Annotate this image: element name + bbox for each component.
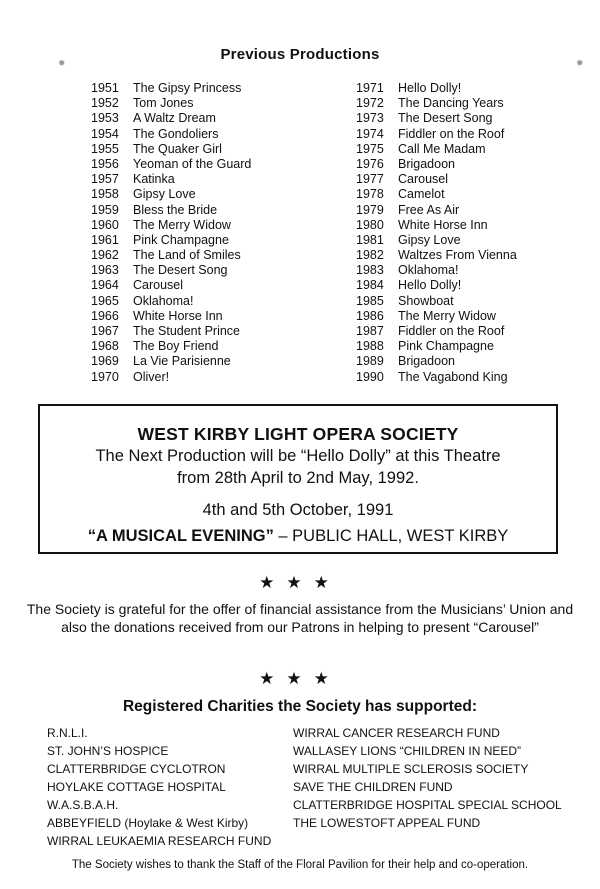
productions-list-right: [356, 81, 517, 385]
thanks-statement: The Society wishes to thank the Staff of the Floral Pavilion for their help and co-operation.: [71, 859, 529, 871]
charity-item: WIRRAL MULTIPLE SCLEROSIS SOCIETY: [293, 762, 529, 776]
production-year: 1964: [91, 278, 119, 293]
production-row: [91, 142, 251, 157]
production-year: 1961: [91, 232, 119, 247]
production-year: 1979: [356, 202, 384, 217]
production-name: Hello Dolly!: [398, 81, 462, 95]
production-name: Showboat: [398, 293, 454, 308]
production-year: 1955: [91, 141, 119, 156]
production-year: 1970: [91, 369, 119, 384]
production-name: Oklahoma!: [133, 293, 194, 308]
production-name: Fiddler on the Roof: [398, 324, 505, 338]
charity-item: ABBEYFIELD (Hoylake & West Kirby): [47, 816, 249, 830]
production-year: 1951: [91, 81, 119, 95]
production-row: [356, 81, 517, 96]
production-year: 1990: [356, 369, 384, 384]
next-production-dates: from 28th April to 2nd May, 1992.: [177, 469, 419, 487]
production-name: The Merry Widow: [398, 308, 496, 323]
production-row: [91, 248, 251, 263]
production-name: Gipsy Love: [133, 187, 196, 202]
production-name: Tom Jones: [133, 96, 194, 111]
production-row: [356, 309, 517, 324]
next-production-notice: [38, 404, 558, 554]
production-year: 1978: [356, 187, 384, 202]
production-name: White Horse Inn: [133, 308, 223, 323]
charity-item: CLATTERBRIDGE CYCLOTRON: [47, 762, 226, 776]
production-year: 1976: [356, 156, 384, 171]
production-name: Camelot: [398, 187, 445, 202]
production-row: [356, 248, 517, 263]
charity-item: SAVE THE CHILDREN FUND: [293, 780, 453, 794]
society-name: WEST KIRBY LIGHT OPERA SOCIETY: [137, 424, 459, 444]
production-row: [356, 233, 517, 248]
production-name: A Waltz Dream: [133, 111, 216, 126]
musical-evening-venue: – PUBLIC HALL, WEST KIRBY: [273, 527, 509, 545]
production-name: The Boy Friend: [133, 339, 219, 354]
production-row: [91, 96, 251, 111]
charity-item: HOYLAKE COTTAGE HOSPITAL: [47, 780, 226, 794]
production-row: [356, 339, 517, 354]
production-row: [356, 354, 517, 369]
production-name: The Quaker Girl: [133, 141, 222, 156]
production-row: [91, 187, 251, 202]
production-row: [91, 172, 251, 187]
production-row: [356, 278, 517, 293]
production-year: 1988: [356, 339, 384, 354]
production-row: [356, 127, 517, 142]
production-name: Pink Champagne: [398, 339, 494, 354]
production-year: 1963: [91, 263, 119, 278]
production-row: [356, 294, 517, 309]
star-divider-bottom: ★★★: [259, 669, 341, 688]
production-row: [91, 218, 251, 233]
production-row: [356, 172, 517, 187]
production-year: 1954: [91, 126, 119, 141]
grateful-statement: The Society is grateful for the offer of financial assistance from the Musicians’ Union and also the donations received from our Patrons in helping to present “Carousel”: [26, 601, 574, 635]
production-year: 1984: [356, 278, 384, 293]
production-year: 1983: [356, 263, 384, 278]
production-name: Bless the Bride: [133, 202, 218, 217]
registration-mark-right: ✹: [576, 58, 584, 68]
production-name: Pink Champagne: [133, 232, 229, 247]
production-name: Oklahoma!: [398, 263, 459, 278]
production-name: The Dancing Years: [398, 96, 504, 111]
production-year: 1989: [356, 354, 384, 369]
production-row: [91, 81, 251, 96]
production-year: 1965: [91, 293, 119, 308]
charities-list-left: [47, 724, 271, 850]
charity-item: THE LOWESTOFT APPEAL FUND: [293, 816, 481, 830]
production-row: [356, 96, 517, 111]
production-year: 1982: [356, 248, 384, 263]
production-row: [356, 324, 517, 339]
production-name: La Vie Parisienne: [133, 354, 231, 369]
registration-mark-left: ✹: [58, 58, 66, 68]
production-year: 1956: [91, 156, 119, 171]
production-row: [356, 142, 517, 157]
production-year: 1962: [91, 248, 119, 263]
charity-item: WALLASEY LIONS “CHILDREN IN NEED”: [293, 744, 522, 758]
production-row: [91, 127, 251, 142]
production-year: 1953: [91, 111, 119, 126]
production-row: [91, 370, 251, 385]
charity-item: WIRRAL LEUKAEMIA RESEARCH FUND: [47, 834, 272, 848]
production-row: [356, 157, 517, 172]
production-year: 1985: [356, 293, 384, 308]
charities-title: Registered Charities the Society has supported:: [122, 698, 477, 715]
production-name: Free As Air: [398, 202, 460, 217]
production-year: 1968: [91, 339, 119, 354]
production-name: Yeoman of the Guard: [133, 156, 252, 171]
production-name: The Merry Widow: [133, 217, 231, 232]
production-row: [91, 203, 251, 218]
production-name: Carousel: [133, 278, 184, 293]
charity-item: WIRRAL CANCER RESEARCH FUND: [293, 726, 500, 740]
production-row: [356, 187, 517, 202]
production-year: 1986: [356, 308, 384, 323]
production-year: 1958: [91, 187, 119, 202]
production-row: [91, 263, 251, 278]
production-row: [91, 324, 251, 339]
production-name: Hello Dolly!: [398, 278, 462, 293]
production-name: The Student Prince: [133, 324, 241, 338]
production-row: [91, 111, 251, 126]
production-year: 1967: [91, 324, 119, 338]
production-row: [91, 309, 251, 324]
charity-item: ST. JOHN’S HOSPICE: [47, 744, 169, 758]
production-year: 1957: [91, 172, 119, 187]
production-name: Call Me Madam: [398, 141, 486, 156]
production-year: 1981: [356, 232, 384, 247]
production-year: 1960: [91, 217, 119, 232]
next-production-line: The Next Production will be “Hello Dolly” at this Theatre: [95, 447, 501, 465]
production-row: [91, 339, 251, 354]
production-name: Waltzes From Vienna: [398, 248, 517, 263]
musical-evening-title: “A MUSICAL EVENING”: [87, 527, 274, 545]
production-year: 1969: [91, 354, 119, 369]
production-name: Gipsy Love: [398, 232, 461, 247]
charities-list-right: [293, 724, 562, 832]
production-row: [91, 278, 251, 293]
production-year: 1974: [356, 126, 384, 141]
production-year: 1973: [356, 111, 384, 126]
production-year: 1966: [91, 308, 119, 323]
production-name: Fiddler on the Roof: [398, 126, 505, 141]
production-row: [356, 263, 517, 278]
charity-item: CLATTERBRIDGE HOSPITAL SPECIAL SCHOOL: [293, 798, 562, 812]
production-row: [91, 354, 251, 369]
production-year: 1987: [356, 324, 384, 338]
production-row: [91, 233, 251, 248]
production-year: 1975: [356, 141, 384, 156]
production-name: The Gipsy Princess: [133, 81, 242, 95]
production-row: [356, 203, 517, 218]
production-name: The Land of Smiles: [133, 248, 241, 263]
production-row: [356, 111, 517, 126]
charity-item: W.A.S.B.A.H.: [47, 798, 119, 812]
production-name: The Gondoliers: [133, 126, 219, 141]
productions-list-left: [91, 81, 251, 385]
production-year: 1980: [356, 217, 384, 232]
production-year: 1977: [356, 172, 384, 187]
previous-productions-title: Previous Productions: [220, 46, 380, 63]
production-name: Brigadoon: [398, 354, 455, 369]
production-name: Carousel: [398, 172, 449, 187]
musical-evening-line: [40, 525, 556, 547]
production-row: [356, 370, 517, 385]
production-row: [356, 218, 517, 233]
production-year: 1971: [356, 81, 384, 95]
production-name: Katinka: [133, 172, 175, 187]
charity-item: R.N.L.I.: [47, 726, 88, 740]
production-name: Oliver!: [133, 369, 170, 384]
production-name: Brigadoon: [398, 156, 455, 171]
musical-evening-date: 4th and 5th October, 1991: [202, 501, 394, 519]
production-name: The Vagabond King: [398, 369, 508, 384]
production-name: White Horse Inn: [398, 217, 488, 232]
production-year: 1952: [91, 96, 119, 111]
production-row: [91, 294, 251, 309]
production-row: [91, 157, 251, 172]
production-year: 1959: [91, 202, 119, 217]
production-year: 1972: [356, 96, 384, 111]
production-name: The Desert Song: [133, 263, 228, 278]
production-name: The Desert Song: [398, 111, 493, 126]
star-divider-top: ★★★: [259, 573, 341, 592]
